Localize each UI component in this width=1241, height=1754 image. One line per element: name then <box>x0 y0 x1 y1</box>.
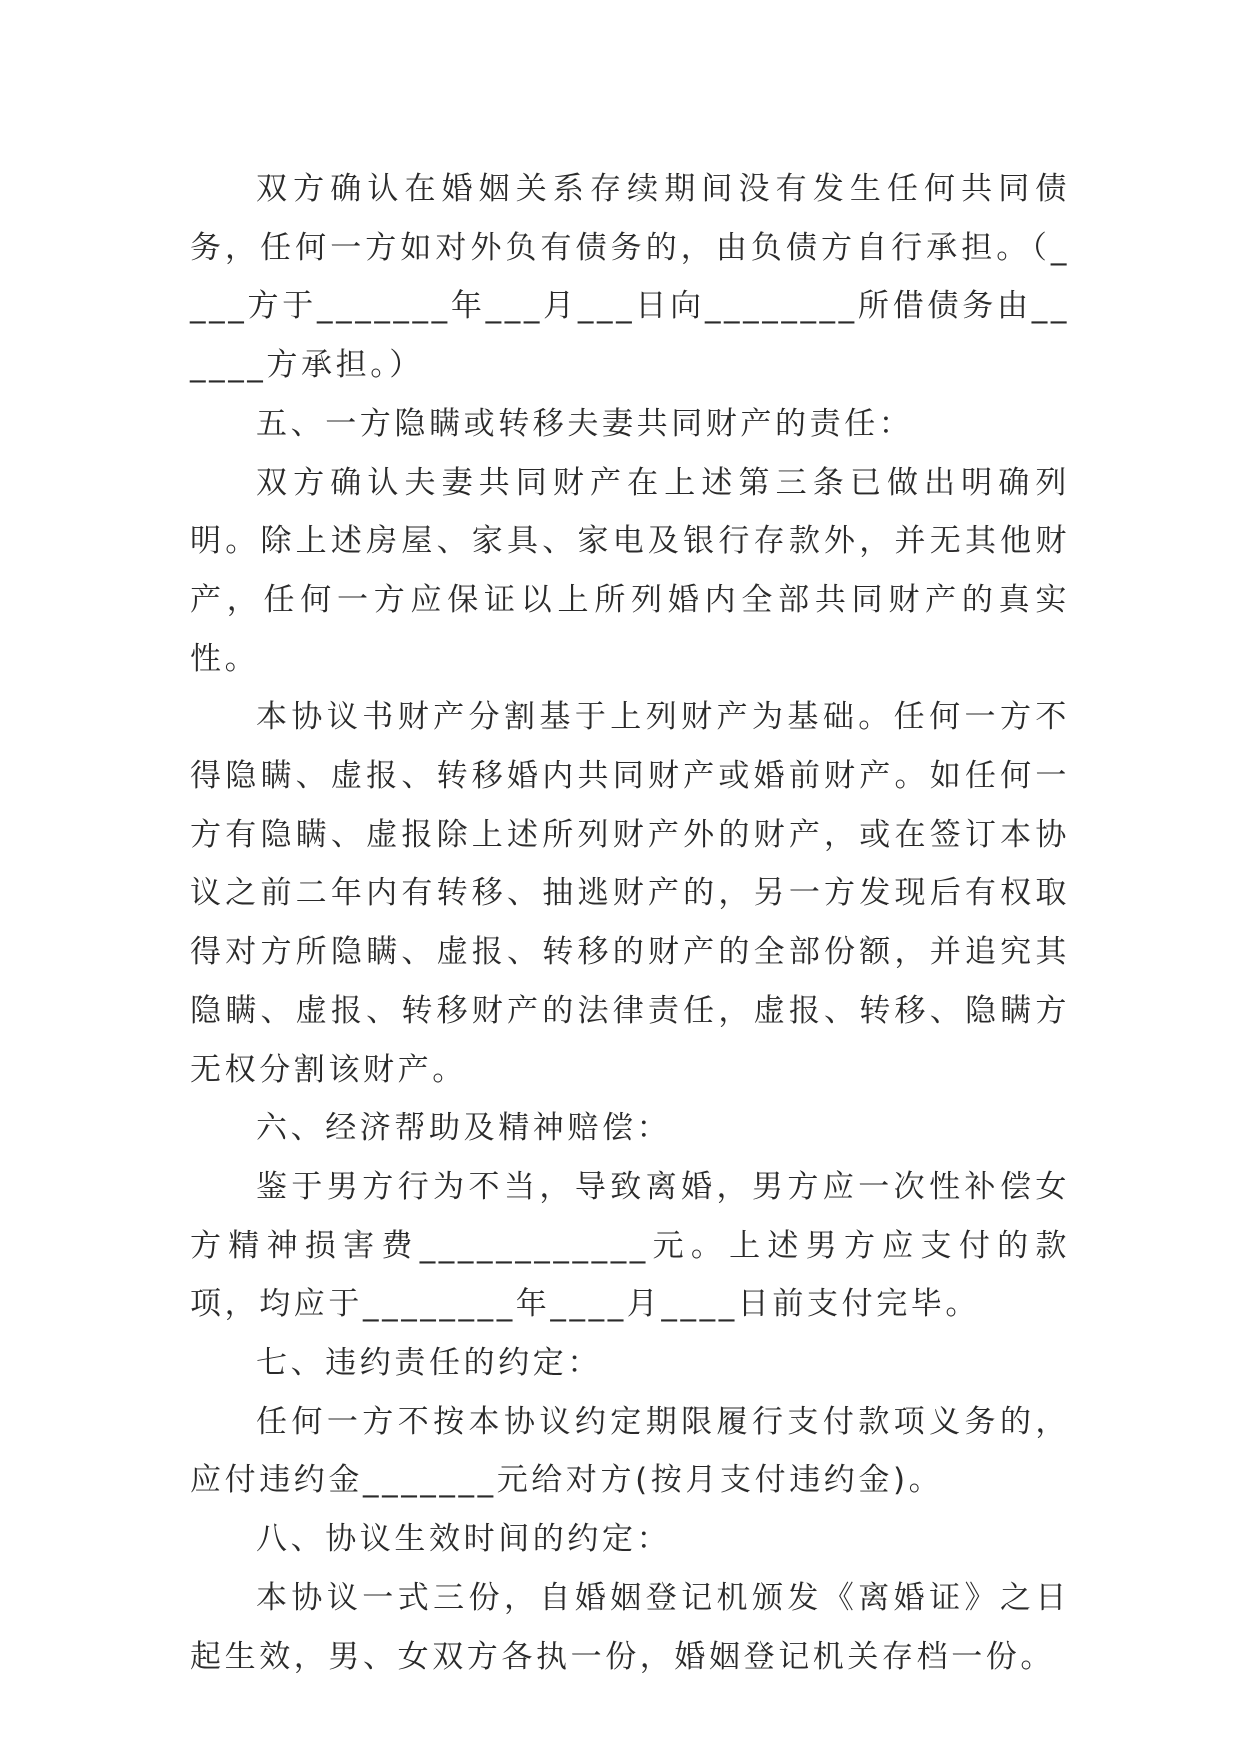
section-heading-5: 五、一方隐瞒或转移夫妻共同财产的责任： <box>256 405 914 442</box>
document-body <box>190 160 1070 1686</box>
section-heading-6: 六、经济帮助及精神赔偿： <box>256 1110 672 1147</box>
section-heading-7: 七、违约责任的约定： <box>256 1345 602 1382</box>
section-heading-8: 八、协议生效时间的约定： <box>256 1521 672 1558</box>
paragraph-property-division: 本协议书财产分割基于上列财产为基础。任何一方不得隐瞒、虚报、转移婚内共同财产或婚前财产。如任何一方有隐瞒、虚报除上述所列财产外的财产，或在签订本协议之前二年内有转移、抽逃财产的，另一方发现后有权取得对方所隐瞒、虚报、转移的财产的全部份额，并追究其隐瞒、虚报、转移财产的法律责任，虚报、转移、隐瞒方无权分割该财产。 <box>190 699 1070 1088</box>
paragraph-property-confirmation: 双方确认夫妻共同财产在上述第三条已做出明确列明。除上述房屋、家具、家电及银行存款外，并无其他财产，任何一方应保证以上所列婚内全部共同财产的真实性。 <box>190 464 1070 677</box>
paragraph-breach: 任何一方不按本协议约定期限履行支付款项义务的，应付违约金_______元给对方(按月支付违约金)。 <box>190 1403 1070 1499</box>
paragraph-effective-date: 本协议一式三份，自婚姻登记机颁发《离婚证》之日起生效，男、女双方各执一份，婚姻登记机关存档一份。 <box>190 1579 1070 1675</box>
paragraph-debts: 双方确认在婚姻关系存续期间没有发生任何共同债务，任何一方如对外负有债务的，由负债方自行承担。（____方于_______年___月___日向________所借债务由______方承担。） <box>190 171 1070 384</box>
paragraph-compensation: 鉴于男方行为不当，导致离婚，男方应一次性补偿女方精神损害费____________元。上述男方应支付的款项，均应于________年____月____日前支付完毕。 <box>190 1168 1070 1323</box>
